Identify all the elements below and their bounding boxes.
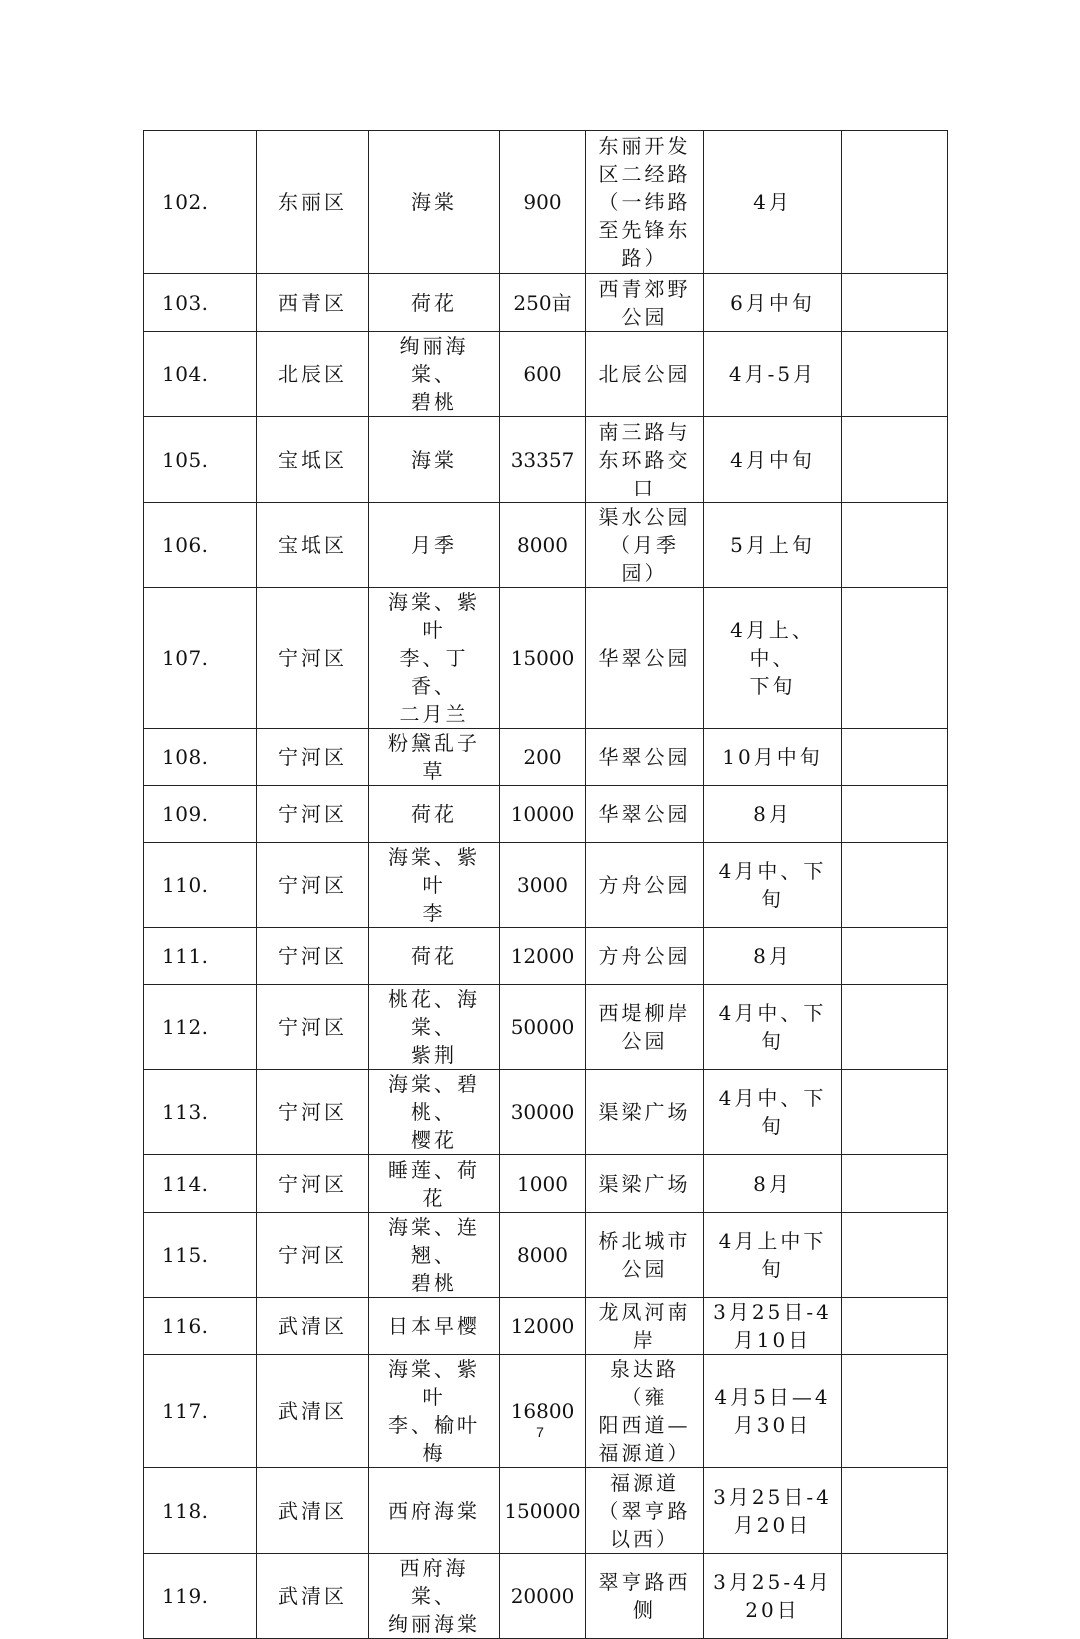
area-cell: 200: [500, 729, 586, 786]
time-cell: 4月上、中、 下旬: [704, 588, 842, 729]
district-cell: 宁河区: [257, 1213, 369, 1298]
time-cell: 10月中旬: [704, 729, 842, 786]
note-cell: [842, 729, 948, 786]
flower-cell: 海棠、紫叶 李: [369, 843, 500, 928]
district-cell: 武清区: [257, 1298, 369, 1355]
time-cell: 4月中旬: [704, 417, 842, 503]
district-cell: 宁河区: [257, 729, 369, 786]
flower-cell: 荷花: [369, 928, 500, 985]
table-row: [144, 274, 948, 332]
flower-cell: 绚丽海棠、 碧桃: [369, 332, 500, 417]
time-cell: 4月中、下旬: [704, 985, 842, 1070]
row-number: 107.: [144, 588, 257, 729]
place-cell: 桥北城市 公园: [586, 1213, 704, 1298]
row-number: 119.: [144, 1554, 257, 1639]
note-cell: [842, 588, 948, 729]
area-cell: 12000: [500, 1298, 586, 1355]
district-cell: 宁河区: [257, 985, 369, 1070]
time-cell: 8月: [704, 928, 842, 985]
note-cell: [842, 1213, 948, 1298]
table-row: [144, 786, 948, 843]
row-number: 116.: [144, 1298, 257, 1355]
area-cell: 33357: [500, 417, 586, 503]
table-row: [144, 332, 948, 417]
area-cell: 1000: [500, 1155, 586, 1213]
time-cell: 8月: [704, 786, 842, 843]
flower-cell: 桃花、海棠、 紫荆: [369, 985, 500, 1070]
flower-cell: 海棠、碧桃、 樱花: [369, 1070, 500, 1155]
table-row: [144, 729, 948, 786]
district-cell: 西青区: [257, 274, 369, 332]
flower-cell: 月季: [369, 503, 500, 588]
district-cell: 武清区: [257, 1554, 369, 1639]
area-cell: 16800: [500, 1355, 586, 1468]
row-number: 110.: [144, 843, 257, 928]
place-cell: 华翠公园: [586, 786, 704, 843]
area-cell: 8000: [500, 503, 586, 588]
district-cell: 宁河区: [257, 588, 369, 729]
area-cell: 10000: [500, 786, 586, 843]
district-cell: 宝坻区: [257, 503, 369, 588]
area-cell: 600: [500, 332, 586, 417]
note-cell: [842, 1468, 948, 1554]
area-cell: 900: [500, 131, 586, 274]
flower-cell: 荷花: [369, 274, 500, 332]
table-row: [144, 1554, 948, 1639]
place-cell: 华翠公园: [586, 588, 704, 729]
flower-cell: 粉黛乱子草: [369, 729, 500, 786]
note-cell: [842, 274, 948, 332]
place-cell: 方舟公园: [586, 843, 704, 928]
time-cell: 3月25-4月 20日: [704, 1554, 842, 1639]
table-row: [144, 985, 948, 1070]
note-cell: [842, 417, 948, 503]
district-cell: 宁河区: [257, 843, 369, 928]
area-cell: 8000: [500, 1213, 586, 1298]
row-number: 114.: [144, 1155, 257, 1213]
table-row: [144, 1298, 948, 1355]
note-cell: [842, 843, 948, 928]
time-cell: 3月25日-4 月10日: [704, 1298, 842, 1355]
flower-cell: 海棠: [369, 131, 500, 274]
place-cell: 渠梁广场: [586, 1070, 704, 1155]
district-cell: 东丽区: [257, 131, 369, 274]
table-row: [144, 131, 948, 274]
row-number: 112.: [144, 985, 257, 1070]
table-row: [144, 1213, 948, 1298]
place-cell: 东丽开发 区二经路 （一纬路 至先锋东 路）: [586, 131, 704, 274]
time-cell: 4月中、下旬: [704, 1070, 842, 1155]
table-row: [144, 417, 948, 503]
row-number: 102.: [144, 131, 257, 274]
table-row: [144, 1070, 948, 1155]
flower-cell: 海棠、紫叶 李、丁香、 二月兰: [369, 588, 500, 729]
area-cell: 3000: [500, 843, 586, 928]
place-cell: 渠梁广场: [586, 1155, 704, 1213]
time-cell: 5月上旬: [704, 503, 842, 588]
row-number: 103.: [144, 274, 257, 332]
flower-cell: 睡莲、荷花: [369, 1155, 500, 1213]
row-number: 109.: [144, 786, 257, 843]
time-cell: 4月中、下旬: [704, 843, 842, 928]
note-cell: [842, 1355, 948, 1468]
flower-viewing-table: [143, 130, 948, 1639]
row-number: 108.: [144, 729, 257, 786]
note-cell: [842, 503, 948, 588]
district-cell: 北辰区: [257, 332, 369, 417]
district-cell: 宁河区: [257, 1155, 369, 1213]
place-cell: 龙凤河南 岸: [586, 1298, 704, 1355]
row-number: 117.: [144, 1355, 257, 1468]
table-row: [144, 1355, 948, 1468]
note-cell: [842, 786, 948, 843]
district-cell: 宝坻区: [257, 417, 369, 503]
flower-cell: 西府海棠、 绚丽海棠: [369, 1554, 500, 1639]
area-cell: 20000: [500, 1554, 586, 1639]
time-cell: 4月: [704, 131, 842, 274]
flower-cell: 荷花: [369, 786, 500, 843]
row-number: 105.: [144, 417, 257, 503]
district-cell: 宁河区: [257, 928, 369, 985]
place-cell: 翠亨路西 侧: [586, 1554, 704, 1639]
area-cell: 30000: [500, 1070, 586, 1155]
place-cell: 南三路与 东环路交 口: [586, 417, 704, 503]
time-cell: 8月: [704, 1155, 842, 1213]
row-number: 113.: [144, 1070, 257, 1155]
district-cell: 武清区: [257, 1468, 369, 1554]
flower-cell: 日本早樱: [369, 1298, 500, 1355]
note-cell: [842, 1070, 948, 1155]
area-cell: 150000: [500, 1468, 586, 1554]
area-cell: 15000: [500, 588, 586, 729]
district-cell: 武清区: [257, 1355, 369, 1468]
table-row: [144, 843, 948, 928]
flower-cell: 西府海棠: [369, 1468, 500, 1554]
flower-cell: 海棠、连翘、 碧桃: [369, 1213, 500, 1298]
place-cell: 方舟公园: [586, 928, 704, 985]
row-number: 106.: [144, 503, 257, 588]
note-cell: [842, 928, 948, 985]
note-cell: [842, 1155, 948, 1213]
table-row: [144, 1468, 948, 1554]
time-cell: 4月5日—4 月30日: [704, 1355, 842, 1468]
place-cell: 北辰公园: [586, 332, 704, 417]
row-number: 111.: [144, 928, 257, 985]
row-number: 104.: [144, 332, 257, 417]
table-row: [144, 588, 948, 729]
place-cell: 西青郊野 公园: [586, 274, 704, 332]
area-cell: 12000: [500, 928, 586, 985]
note-cell: [842, 332, 948, 417]
note-cell: [842, 1554, 948, 1639]
time-cell: 3月25日-4 月20日: [704, 1468, 842, 1554]
place-cell: 渠水公园 （月季园）: [586, 503, 704, 588]
table-row: [144, 928, 948, 985]
row-number: 118.: [144, 1468, 257, 1554]
page-number: 7: [536, 1424, 544, 1440]
place-cell: 华翠公园: [586, 729, 704, 786]
note-cell: [842, 985, 948, 1070]
time-cell: 4月-5月: [704, 332, 842, 417]
time-cell: 6月中旬: [704, 274, 842, 332]
place-cell: 福源道 （翠亨路 以西）: [586, 1468, 704, 1554]
table-row: [144, 503, 948, 588]
note-cell: [842, 1298, 948, 1355]
note-cell: [842, 131, 948, 274]
place-cell: 泉达路（雍 阳西道— 福源道）: [586, 1355, 704, 1468]
area-cell: 50000: [500, 985, 586, 1070]
place-cell: 西堤柳岸 公园: [586, 985, 704, 1070]
district-cell: 宁河区: [257, 786, 369, 843]
area-cell: 250亩: [500, 274, 586, 332]
flower-cell: 海棠: [369, 417, 500, 503]
time-cell: 4月上中下 旬: [704, 1213, 842, 1298]
flower-cell: 海棠、紫叶 李、榆叶梅: [369, 1355, 500, 1468]
row-number: 115.: [144, 1213, 257, 1298]
table-row: [144, 1155, 948, 1213]
district-cell: 宁河区: [257, 1070, 369, 1155]
